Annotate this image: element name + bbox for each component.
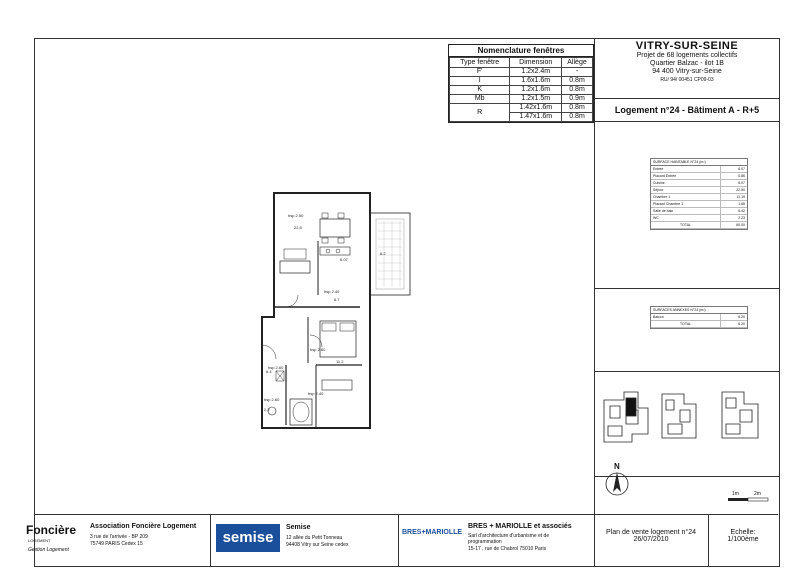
bres-line-2: programmation [468, 539, 502, 545]
scale-value: 1/100ème [727, 536, 759, 543]
project-ref: RU/ 94/ 00451 CP09-03 [660, 77, 714, 83]
scale-label-1m: 1m [732, 491, 739, 497]
cell: 0.9m [562, 95, 593, 104]
semise-address-2: 94408 Vitry sur Seine cedex [286, 542, 349, 548]
project-line3: 94 400 Vitry-sur-Seine [652, 68, 722, 75]
wc-area: 2.2 [264, 407, 270, 412]
table-row [450, 86, 593, 95]
cell: 1.47x1.6m [510, 113, 562, 122]
project-header [595, 38, 779, 99]
surfaces-annexes-title: SURFACES ANNEXES N°24 (m²) [651, 307, 747, 314]
table-row [450, 104, 593, 113]
room-label: WC [651, 215, 721, 222]
hall-hsp: hsp 2.40 [324, 289, 340, 294]
nomenclature-header-allege: Allège [562, 58, 593, 68]
table-row [651, 222, 747, 229]
fonciere-address-2: 75749 PARIS Cedex 15 [90, 541, 143, 547]
sejour-area: 22.5 [294, 225, 302, 230]
cell: 0.8m [562, 86, 593, 95]
room-area: 11.19 [721, 194, 748, 201]
north-arrow-icon [603, 470, 631, 498]
fonciere-cell [26, 515, 211, 566]
cell: 1.42x1.6m [510, 104, 562, 113]
surface-habitable-table [650, 158, 748, 230]
cell: I [450, 77, 510, 86]
chambre-hsp: hsp 2.60 [310, 347, 326, 352]
bres-logo: BRES+MARIOLLE [402, 529, 463, 536]
table-row [651, 187, 747, 194]
total-label: TOTAL [651, 222, 721, 229]
room-label: Placard Chambre 1 [651, 201, 721, 208]
bres-name: BRES + MARIOLLE et associés [468, 523, 572, 530]
room-area: 6.42 [721, 208, 748, 215]
cell: 0.8m [562, 77, 593, 86]
total-area: 6.20 [721, 321, 748, 328]
cell: 1.2x1.6m [510, 86, 562, 95]
sdb-hsp: hsp 2.40 [308, 391, 324, 396]
table-row [450, 95, 593, 104]
room-area: 22.50 [721, 187, 748, 194]
table-row [651, 321, 747, 328]
divider [595, 288, 779, 289]
nomenclature-title: Nomenclature fenêtres [449, 45, 593, 57]
surfaces-annexes-table [650, 306, 748, 329]
placard-hsp: hsp 2.60 [268, 365, 284, 370]
room-area: 2.23 [721, 215, 748, 222]
chambre-area: 11.2 [336, 359, 344, 364]
key-plans [596, 380, 776, 460]
wc-hsp: hsp 2.60 [264, 397, 280, 402]
gestion-logo: Gestion Logement [28, 547, 69, 553]
kitchen-area: 6.07 [340, 257, 348, 262]
plan-title: Plan de vente logement n°24 [606, 529, 696, 536]
balcony-area: 6.2 [380, 251, 386, 256]
fonciere-logo-sub: LOGEMENT [28, 538, 51, 543]
room-label: Cuisine [651, 180, 721, 187]
window-nomenclature-table [448, 44, 594, 123]
table-row [651, 180, 747, 187]
table-row [651, 208, 747, 215]
nomenclature-header-dimension: Dimension [510, 58, 562, 68]
room-label: Chambre 1 [651, 194, 721, 201]
surface-habitable-title: SURFACE HABITABLE N°24 (m²) [651, 159, 747, 166]
hall-area: 6.7 [334, 297, 340, 302]
cell: - [562, 68, 593, 77]
semise-address-1: 12 allée du Petit Tonneau [286, 535, 343, 541]
fonciere-logo: Foncière [26, 523, 77, 537]
architect-cell [398, 515, 595, 566]
plan-date: 26/07/2010 [633, 536, 669, 543]
footer-bar [26, 514, 778, 566]
room-area: 6.20 [721, 314, 748, 321]
scale-label-2m: 2m [754, 491, 761, 497]
table-row [651, 215, 747, 222]
scale-cell [708, 515, 778, 566]
cell: F' [450, 68, 510, 77]
room-area: 6.07 [721, 180, 748, 187]
cell: 1.2x2.4m [510, 68, 562, 77]
bres-line-1: Sarl d'architecture d'urbanisme et de [468, 533, 550, 539]
sejour-hsp: hsp 2.50 [288, 213, 304, 218]
nomenclature-header-type: Type fenêtre [450, 58, 510, 68]
cell: R [450, 104, 510, 122]
room-label: Placard Entrée [651, 173, 721, 180]
project-line2: Quartier Balzac - ilot 1B [650, 60, 724, 67]
cell: Mb [450, 95, 510, 104]
room-label: Séjour [651, 187, 721, 194]
cell: 0.8m [562, 104, 593, 113]
semise-cell [210, 515, 399, 566]
project-city: VITRY-SUR-SEINE [635, 40, 739, 52]
project-line1: Projet de 68 logements collectifs [636, 52, 738, 59]
floor-plan [250, 175, 420, 440]
room-area: 0.86 [721, 173, 748, 180]
table-row [450, 68, 593, 77]
divider [595, 371, 779, 372]
plan-info-cell [594, 515, 709, 566]
scale-label: Echelle: [730, 529, 756, 536]
cell: 1.6x1.6m [510, 77, 562, 86]
table-row [651, 173, 747, 180]
cell: K [450, 86, 510, 95]
fonciere-address-1: 3 rue de l'arrivée - BP 209 [90, 534, 148, 540]
table-row [450, 77, 593, 86]
scale-bar-graphic [727, 497, 769, 503]
fonciere-name: Association Foncière Logement [90, 523, 197, 530]
north-label: N [614, 462, 620, 471]
table-row [651, 201, 747, 208]
semise-logo: semise [216, 524, 280, 552]
room-label: Balcon [651, 314, 721, 321]
total-area: 60.00 [721, 222, 748, 229]
bres-address: 15-17 , rue de Chabrol 75010 Paris [468, 546, 547, 552]
room-area: 6.07 [721, 166, 748, 173]
cell: 1.2x1.5m [510, 95, 562, 104]
semise-name: Semise [286, 524, 311, 531]
total-label: TOTAL [651, 321, 721, 328]
table-row [651, 194, 747, 201]
sdb-area: 6.4 [266, 369, 272, 374]
logement-title: Logement n°24 - Bâtiment A - R+5 [595, 99, 779, 122]
cell: 0.8m [562, 113, 593, 122]
room-label: Entrée [651, 166, 721, 173]
room-label: Salle de bain [651, 208, 721, 215]
room-area: 1.65 [721, 201, 748, 208]
